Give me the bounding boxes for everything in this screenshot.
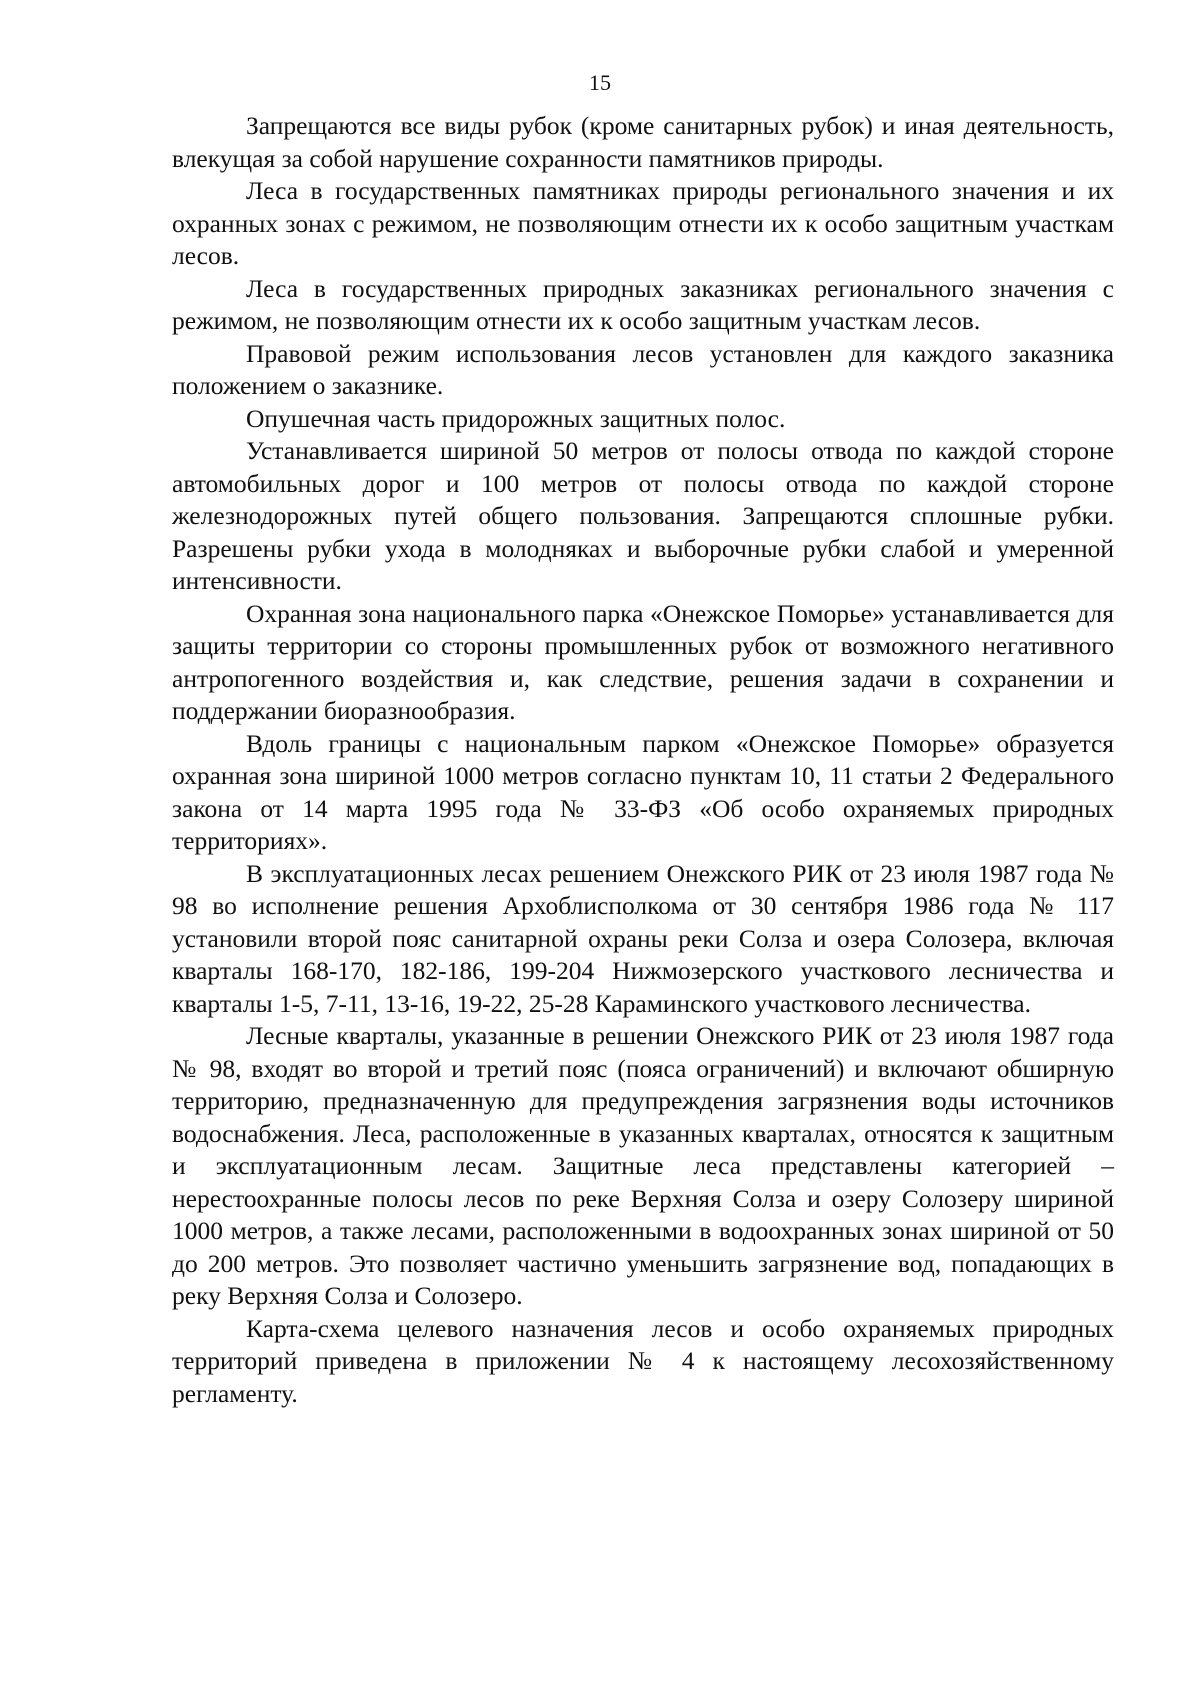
paragraph: Устанавливается шириной 50 метров от полосы отвода по каждой стороне автомобильных дорог и 100 метров от полосы отвода по каждой стороне железнодорожных путей общего пользования. Запрещаются сплошные рубки. Разрешены рубки ухода в молодняках и выборочные рубки слабой и умеренной интенсивности. (172, 436, 1114, 595)
paragraph: Леса в государственных природных заказниках регионального значения с режимом, не позволяющим отнести их к особо защитным участкам лесов. (172, 273, 1114, 335)
document-body (172, 110, 1114, 1410)
paragraph: Охранная зона национального парка «Онежское Поморье» устанавливается для защиты территории со стороны промышленных рубок от возможного негативного антропогенного воздействия и, как следствие, решения задачи в сохранении и поддержании биоразнообразия. (172, 598, 1114, 725)
paragraph: Опушечная часть придорожных защитных полос. (246, 403, 786, 433)
page-number: 15 (589, 70, 611, 95)
paragraph: Вдоль границы с национальным парком «Онежское Поморье» образуется охранная зона шириной 1000 метров согласно пунктам 10, 11 статьи 2 Федерального закона от 14 марта 1995 года № 33-ФЗ «Об особо охраняемых природных территориях». (172, 728, 1114, 855)
paragraph: Правовой режим использования лесов установлен для каждого заказника положением о заказнике. (172, 338, 1114, 400)
paragraph: Лесные кварталы, указанные в решении Онежского РИК от 23 июля 1987 года № 98, входят во второй и третий пояс (пояса ограничений) и включают обширную территорию, предназначенную для предупреждения загрязнения воды источников водоснабжения. Леса, расположенные в указанных кварталах, относятся к защитным и эксплуатационным лесам. Защитные леса представлены категорией – нерестоохранные полосы лесов по реке Верхняя Солза и озеру Солозеру шириной 1000 метров, а также лесами, расположенными в водоохранных зонах шириной от 50 до 200 метров. Это позволяет частично уменьшить загрязнение вод, попадающих в реку Верхняя Солза и Солозеро. (172, 1021, 1114, 1310)
paragraph: В эксплуатационных лесах решением Онежского РИК от 23 июля 1987 года № 98 во исполнение решения Архоблисполкома от 30 сентября 1986 года № 117 установили второй пояс санитарной охраны реки Солза и озера Солозера, включая кварталы 168-170, 182-186, 199-204 Нижмозерского участкового лесничества и кварталы 1-5, 7-11, 13-16, 19-22, 25-28 Караминского участкового лесничества. (172, 858, 1114, 1018)
paragraph: Леса в государственных памятниках природы регионального значения и их охранных зонах с режимом, не позволяющим отнести их к особо защитным участкам лесов. (172, 176, 1114, 270)
paragraph: Запрещаются все виды рубок (кроме санитарных рубок) и иная деятельность, влекущая за собой нарушение сохранности памятников природы. (172, 111, 1114, 173)
paragraph: Карта-схема целевого назначения лесов и особо охраняемых природных территорий приведена в приложении № 4 к настоящему лесохозяйственному регламенту. (172, 1313, 1114, 1408)
